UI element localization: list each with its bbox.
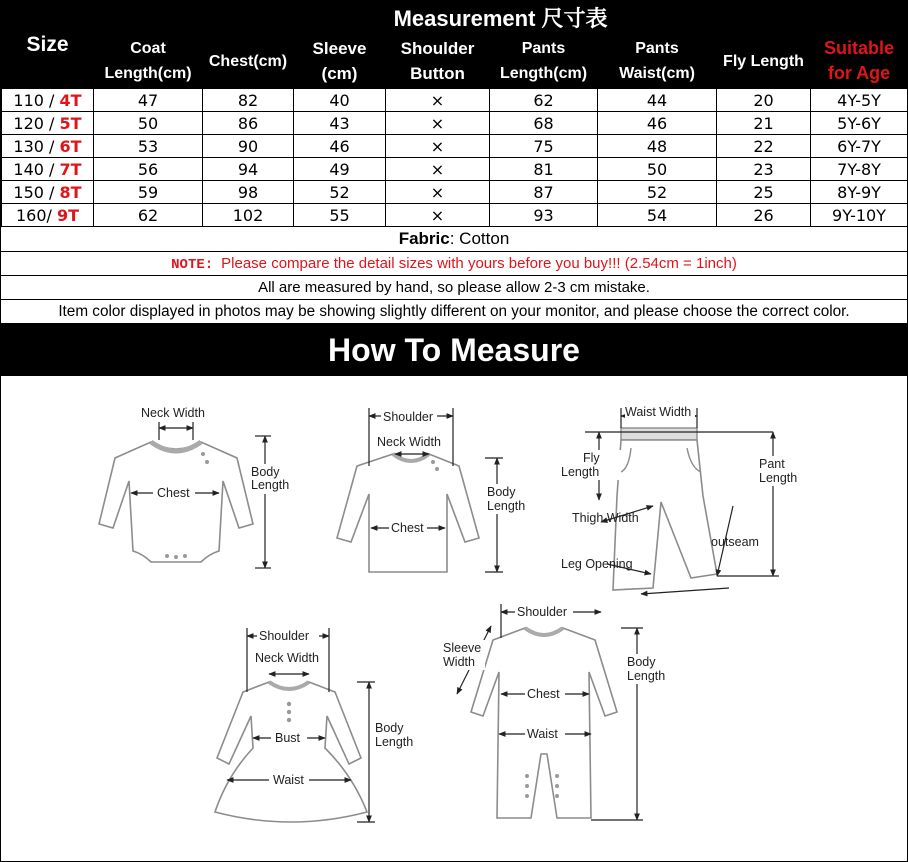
size-cell: 130 / 6T — [2, 135, 94, 158]
table-cell: 9Y-10Y — [811, 204, 908, 227]
table-cell: 50 — [94, 112, 203, 135]
table-cell: 86 — [203, 112, 294, 135]
table-cell: × — [386, 112, 490, 135]
shirt-body-label-2: Length — [487, 499, 526, 513]
column-header: Sleeve (cm) — [294, 34, 386, 89]
table-row — [2, 112, 908, 135]
table-cell: 8Y-9Y — [811, 181, 908, 204]
dress-body-label-2: Length — [375, 735, 414, 749]
fabric-label: Fabric — [398, 229, 450, 248]
table-cell: 44 — [598, 89, 717, 112]
pants-waist-label: Waist Width — [625, 405, 692, 419]
bodysuit-diagram — [99, 406, 295, 568]
note-tag: NOTE: — [171, 257, 214, 273]
table-cell: 26 — [717, 204, 811, 227]
shirt-diagram — [337, 408, 529, 572]
romper-waist-label: Waist — [527, 727, 558, 741]
table-cell: 62 — [94, 204, 203, 227]
table-cell: 52 — [598, 181, 717, 204]
table-cell: 93 — [490, 204, 598, 227]
dress-shoulder-label: Shoulder — [259, 629, 310, 643]
table-title: Measurement 尺寸表 — [94, 2, 908, 34]
column-header: Pants Length(cm) — [490, 34, 598, 89]
table-cell: 43 — [294, 112, 386, 135]
table-cell: 82 — [203, 89, 294, 112]
dress-neck-label: Neck Width — [255, 651, 319, 665]
column-header: Chest(cm) — [203, 34, 294, 89]
table-row — [2, 158, 908, 181]
table-cell: 62 — [490, 89, 598, 112]
table-cell: 94 — [203, 158, 294, 181]
table-cell: 23 — [717, 158, 811, 181]
pants-leg-label: Leg Opening — [561, 557, 633, 571]
bodysuit-body-label-2: Length — [251, 478, 290, 492]
fabric-line — [1, 227, 907, 252]
table-cell: 50 — [598, 158, 717, 181]
table-cell: 55 — [294, 204, 386, 227]
table-row — [2, 135, 908, 158]
bodysuit-body-label-1: Body — [251, 465, 280, 479]
table-cell: 102 — [203, 204, 294, 227]
measure-diagrams — [1, 376, 907, 850]
pants-outseam-label: outseam — [711, 535, 759, 549]
table-cell: 81 — [490, 158, 598, 181]
romper-chest-label: Chest — [527, 687, 560, 701]
bodysuit-chest-label: Chest — [157, 486, 190, 500]
table-cell: 6Y-7Y — [811, 135, 908, 158]
bodysuit-neck-label: Neck Width — [141, 406, 205, 420]
table-cell: 46 — [598, 112, 717, 135]
romper-diagram — [441, 604, 671, 820]
table-cell: 56 — [94, 158, 203, 181]
size-cell: 150 / 8T — [2, 181, 94, 204]
table-cell: 98 — [203, 181, 294, 204]
table-cell: 75 — [490, 135, 598, 158]
size-cell: 160/ 9T — [2, 204, 94, 227]
romper-body-label-1: Body — [627, 655, 656, 669]
table-cell: 20 — [717, 89, 811, 112]
table-cell: 25 — [717, 181, 811, 204]
table-cell: 21 — [717, 112, 811, 135]
shirt-neck-label: Neck Width — [377, 435, 441, 449]
table-cell: × — [386, 181, 490, 204]
table-cell: × — [386, 204, 490, 227]
note-text: Please compare the detail sizes with yours before you buy!!! (2.54cm = 1inch) — [221, 255, 737, 272]
romper-sleeve-label-1: Sleeve — [443, 641, 482, 655]
table-cell: 46 — [294, 135, 386, 158]
note-line — [1, 252, 907, 276]
table-cell: × — [386, 135, 490, 158]
pants-fly-label-1: Fly — [583, 451, 600, 465]
fabric-value: : Cotton — [449, 229, 510, 248]
size-table — [1, 1, 908, 227]
table-row — [2, 89, 908, 112]
table-cell: 68 — [490, 112, 598, 135]
hand-measured-notice: All are measured by hand, so please allow 2-3 cm mistake. — [1, 276, 907, 300]
pants-thigh-label: Thigh Width — [572, 511, 639, 525]
shirt-body-label-1: Body — [487, 485, 516, 499]
dress-body-label-1: Body — [375, 721, 404, 735]
table-cell: 40 — [294, 89, 386, 112]
size-cell: 110 / 4T — [2, 89, 94, 112]
color-notice: Item color displayed in photos may be showing slightly different on your monitor, and please choose the correct color. — [1, 300, 907, 324]
pants-diagram — [561, 404, 803, 594]
shirt-shoulder-label: Shoulder — [383, 410, 434, 424]
table-cell: 47 — [94, 89, 203, 112]
table-cell: × — [386, 89, 490, 112]
romper-body-label-2: Length — [627, 669, 666, 683]
table-cell: × — [386, 158, 490, 181]
table-cell: 5Y-6Y — [811, 112, 908, 135]
table-cell: 90 — [203, 135, 294, 158]
dress-waist-label: Waist — [273, 773, 304, 787]
column-headers — [2, 34, 908, 89]
pants-length-label-1: Pant — [759, 457, 785, 471]
pants-fly-label-2: Length — [561, 465, 600, 479]
size-cell: 120 / 5T — [2, 112, 94, 135]
table-row — [2, 181, 908, 204]
table-cell: 53 — [94, 135, 203, 158]
table-cell: 59 — [94, 181, 203, 204]
table-row — [2, 204, 908, 227]
dress-bust-label: Bust — [275, 731, 301, 745]
dress-diagram — [215, 628, 419, 822]
age-header: Suitable for Age — [811, 34, 908, 89]
column-header: Fly Length — [717, 34, 811, 89]
column-header: Coat Length(cm) — [94, 34, 203, 89]
table-cell: 52 — [294, 181, 386, 204]
table-cell: 87 — [490, 181, 598, 204]
table-cell: 22 — [717, 135, 811, 158]
column-header: Shoulder Button — [386, 34, 490, 89]
romper-sleeve-label-2: Width — [443, 655, 475, 669]
column-header: Pants Waist(cm) — [598, 34, 717, 89]
pants-length-label-2: Length — [759, 471, 798, 485]
shirt-chest-label: Chest — [391, 521, 424, 535]
size-cell: 140 / 7T — [2, 158, 94, 181]
diagram-canvas — [1, 376, 907, 850]
table-cell: 48 — [598, 135, 717, 158]
table-cell: 54 — [598, 204, 717, 227]
table-cell: 49 — [294, 158, 386, 181]
size-header: Size — [2, 2, 94, 89]
table-cell: 7Y-8Y — [811, 158, 908, 181]
romper-shoulder-label: Shoulder — [517, 605, 568, 619]
how-to-measure-title: How To Measure — [1, 324, 907, 376]
table-cell: 4Y-5Y — [811, 89, 908, 112]
